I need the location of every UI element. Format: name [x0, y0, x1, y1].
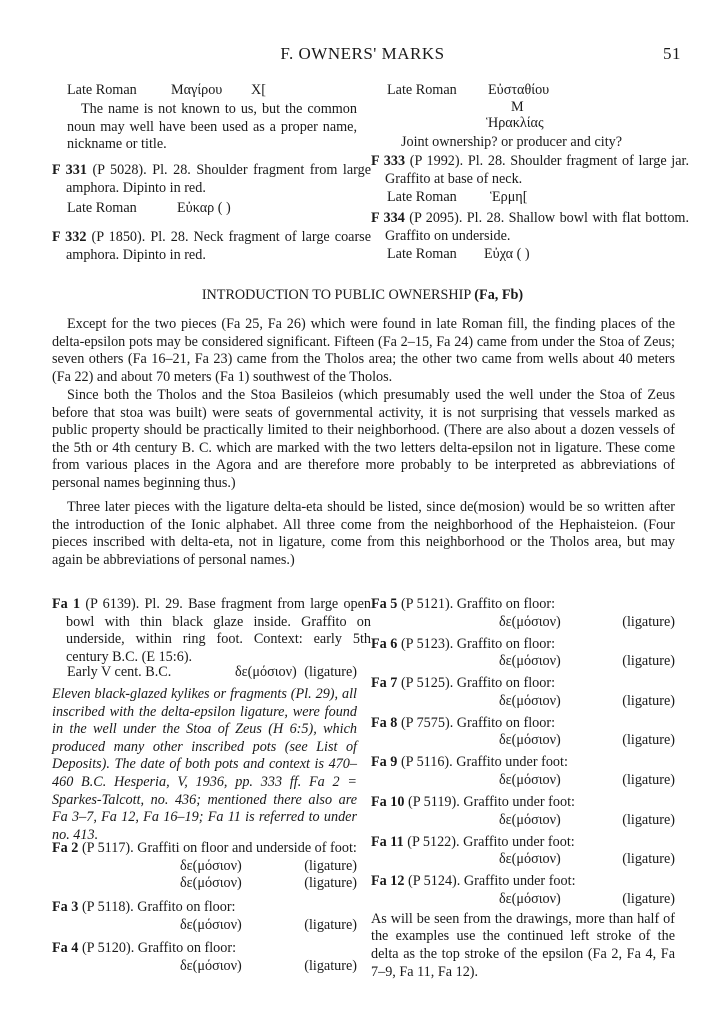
catalog-entry-f331: [52, 162, 371, 197]
catalog-id: Fa 8: [371, 714, 398, 731]
catalog-desc: (P 5124). Graffito under foot:: [408, 873, 576, 890]
catalog-desc: (P 5123). Graffito on floor:: [400, 635, 556, 652]
ligature-note: (ligature): [304, 664, 357, 680]
greek-inscription: δε(μόσιον): [499, 732, 561, 749]
heading-refs: (Fa, Fb): [474, 287, 524, 303]
fa1-note: Eleven black-glazed kylikes or fragments (Pl. 29), all inscribed with the delta-epsilon ligature, were found in the well under the Stoa of Zeus (H 6:5), which produced many other inscribed pots (see List of Deposits). The date of both pots and context is 470–460 B.C. Hesperia, V, 1936, pp. 333 ff. Fa 2 = Sparkes-Talcott, no. 436; mentioned there also are Fa 3–7, Fa 12, Fa 16–19; Fa 11 is referred to under no. 413.: [52, 686, 357, 843]
date-label: Early V cent. B.C.: [67, 664, 172, 680]
catalog-id: Fa 5: [371, 596, 398, 612]
catalog-desc: (P 5121). Graffito on floor:: [400, 596, 556, 612]
greek-line-1: Εὐσταθίου: [488, 82, 550, 98]
running-head: F. OWNERS' MARKS: [280, 44, 445, 63]
greek-inscription: Εὐχα ( ): [484, 246, 530, 262]
greek-inscription: δε(μόσιον): [180, 916, 242, 933]
entry-late-roman-2: [387, 82, 457, 100]
catalog-desc: (P 5028). Pl. 28. Shoulder fragment from large amphora. Dipinto in red.: [66, 162, 371, 196]
period-label: Late Roman: [67, 200, 137, 216]
catalog-entry-fa9: [371, 754, 675, 794]
mark-inscription: X[: [251, 82, 266, 98]
catalog-entry-fa3: [52, 899, 357, 935]
right-column-list: [371, 596, 675, 981]
greek-inscription: δε(μόσιον): [499, 890, 561, 907]
catalog-desc: (P 6139). Pl. 29. Base fragment from large open bowl with thin black glaze inside. Graffito on underside, within ring foot. Context: early 5th century B.C. (E 15:6).: [66, 596, 372, 665]
catalog-desc: (P 5119). Graffito under foot:: [408, 793, 575, 810]
greek-line-3: Ἡρακλίας: [486, 115, 544, 131]
catalog-entry-fa11: [371, 834, 675, 874]
ligature-note-2: (ligature): [304, 875, 357, 892]
catalog-id: Fa 3: [52, 899, 79, 915]
catalog-id: Fa 10: [371, 793, 405, 810]
greek-inscription: δε(μόσιον): [180, 957, 242, 974]
catalog-id: Fa 11: [371, 833, 404, 850]
catalog-id: F 333: [371, 153, 406, 169]
catalog-entry-fa2: [52, 840, 357, 892]
greek-inscription: δε(μόσιον): [499, 613, 561, 630]
catalog-desc: (P 2095). Pl. 28. Shallow bowl with flat bottom. Graffito on underside.: [385, 210, 690, 244]
fa1-date-row: [67, 664, 357, 682]
catalog-id: Fa 7: [371, 675, 398, 692]
greek-line-2: Μ: [511, 99, 524, 115]
intro-paragraph-2: Since both the Tholos and the Stoa Basileios (which presumably used the well under the Stoa of Zeus before that stoa was built) were seats of governmental activity, it is not surprising that vessels marked as public property should be practically limited to their neighborhood. (There are also about a dozen vessels of the 5th or 4th century B. C. which are marked with the two letters delta-epsilon not in ligature. These come from various places in the Agora and are therefore more probably to be interpreted as abbreviations of personal names beginning thus.): [52, 387, 675, 491]
catalog-entry-fa4: [52, 940, 357, 976]
greek-inscription: δε(μόσιον): [499, 653, 561, 670]
catalog-entry-fa6: [371, 636, 675, 676]
catalog-entry-fa8: [371, 715, 675, 755]
page-number: 51: [663, 44, 681, 63]
entry-late-roman-1: [67, 82, 266, 100]
intro-paragraph-3: Three later pieces with the ligature delta-eta should be listed, since de(mosion) would be so written after the introduction of the Ionic alphabet. All three come from the neighborhood of the Hephaisteion. (Four pieces inscribed with delta-eta, not in ligature, come from this neighborhood or the Tholos area, but may again be abbreviations of personal names.): [52, 499, 675, 568]
ligature-note: (ligature): [622, 732, 675, 749]
ligature-note: (ligature): [622, 771, 675, 788]
catalog-desc: (P 7575). Graffito on floor:: [400, 714, 556, 731]
ligature-note: (ligature): [622, 890, 675, 907]
heading-text: INTRODUCTION TO PUBLIC OWNERSHIP: [201, 287, 471, 303]
catalog-entry-fa12: [371, 873, 675, 913]
catalog-desc: (P 5120). Graffito on floor:: [81, 940, 237, 956]
section-heading: [0, 287, 725, 304]
catalog-id: Fa 1: [52, 596, 81, 612]
greek-inscription: δε(μόσιον): [235, 664, 297, 680]
catalog-entry-f333: [371, 153, 689, 188]
catalog-entry-fa1: [52, 596, 371, 666]
catalog-entry-f334: [371, 210, 689, 245]
catalog-entry-fa10: [371, 794, 675, 834]
catalog-entry-f332: [52, 229, 371, 264]
entry-late-roman-f331: [67, 200, 231, 218]
intro-paragraph-1: Except for the two pieces (Fa 25, Fa 26) which were found in late Roman fill, the finding places of the delta-epsilon pots may be considered significant. Fifteen (Fa 2–15, Fa 24) came from under the Stoa of Zeus; seven others (Fa 16–21, Fa 23) came from the Tholos area; the other two came from wells about 40 meters (Fa 22) and about 70 meters (Fa 1) southwest of the Tholos.: [52, 316, 675, 385]
catalog-id: F 334: [371, 210, 405, 226]
greek-inscription: Ἑρμη[: [490, 189, 528, 205]
catalog-id: Fa 12: [371, 873, 405, 890]
ligature-note: (ligature): [304, 957, 357, 974]
greek-inscription-2: δε(μόσιον): [180, 875, 242, 892]
ligature-note: (ligature): [622, 811, 675, 828]
catalog-desc: (P 5122). Graffito under foot:: [407, 833, 575, 850]
catalog-entry-fa7: [371, 675, 675, 715]
catalog-id: Fa 9: [371, 754, 398, 771]
ligature-note: (ligature): [622, 613, 675, 630]
period-label: Late Roman: [67, 82, 137, 98]
note-line: Joint ownership? or producer and city?: [401, 134, 623, 150]
catalog-id: Fa 6: [371, 635, 398, 652]
catalog-entry-fa5: [371, 596, 675, 636]
entry-late-roman-f333: [387, 189, 528, 207]
catalog-desc: (P 1992). Pl. 28. Shoulder fragment of large jar. Graffito at base of neck.: [385, 153, 690, 187]
ligature-note: (ligature): [622, 851, 675, 868]
greek-inscription: δε(μόσιον): [499, 851, 561, 868]
greek-inscription: δε(μόσιον): [499, 811, 561, 828]
greek-inscription: Εὐκαρ ( ): [177, 200, 231, 216]
period-label: Late Roman: [387, 82, 457, 98]
ligature-note: (ligature): [622, 653, 675, 670]
greek-inscription: δε(μόσιον): [180, 857, 242, 874]
greek-inscription: Μαγίρου: [171, 82, 223, 98]
catalog-desc: (P 5117). Graffiti on floor and underside of foot:: [81, 840, 357, 856]
greek-inscription: δε(μόσιον): [499, 692, 561, 709]
closing-paragraph: As will be seen from the drawings, more than half of the examples use the continued left stroke of the delta as the top stroke of the epsilon (Fa 2, Fa 4, Fa 7–9, Fa 11, Fa 12).: [371, 910, 675, 980]
ligature-note: (ligature): [304, 857, 357, 874]
catalog-desc: (P 5118). Graffito on floor:: [81, 899, 236, 915]
note-paragraph: The name is not known to us, but the common noun may well have been used as a proper name, nickname or title.: [67, 101, 357, 153]
entry-late-roman-f334: [387, 246, 530, 264]
catalog-desc: (P 1850). Pl. 28. Neck fragment of large coarse amphora. Dipinto in red.: [66, 229, 372, 263]
catalog-desc: (P 5125). Graffito on floor:: [400, 675, 556, 692]
catalog-id: Fa 4: [52, 940, 79, 956]
period-label: Late Roman: [387, 246, 457, 262]
greek-inscription: δε(μόσιον): [499, 771, 561, 788]
catalog-id: F 331: [52, 162, 87, 178]
catalog-id: F 332: [52, 229, 87, 245]
ligature-note: (ligature): [622, 692, 675, 709]
ligature-note: (ligature): [304, 916, 357, 933]
period-label: Late Roman: [387, 189, 457, 205]
catalog-id: Fa 2: [52, 840, 79, 856]
catalog-desc: (P 5116). Graffito under foot:: [400, 754, 568, 771]
